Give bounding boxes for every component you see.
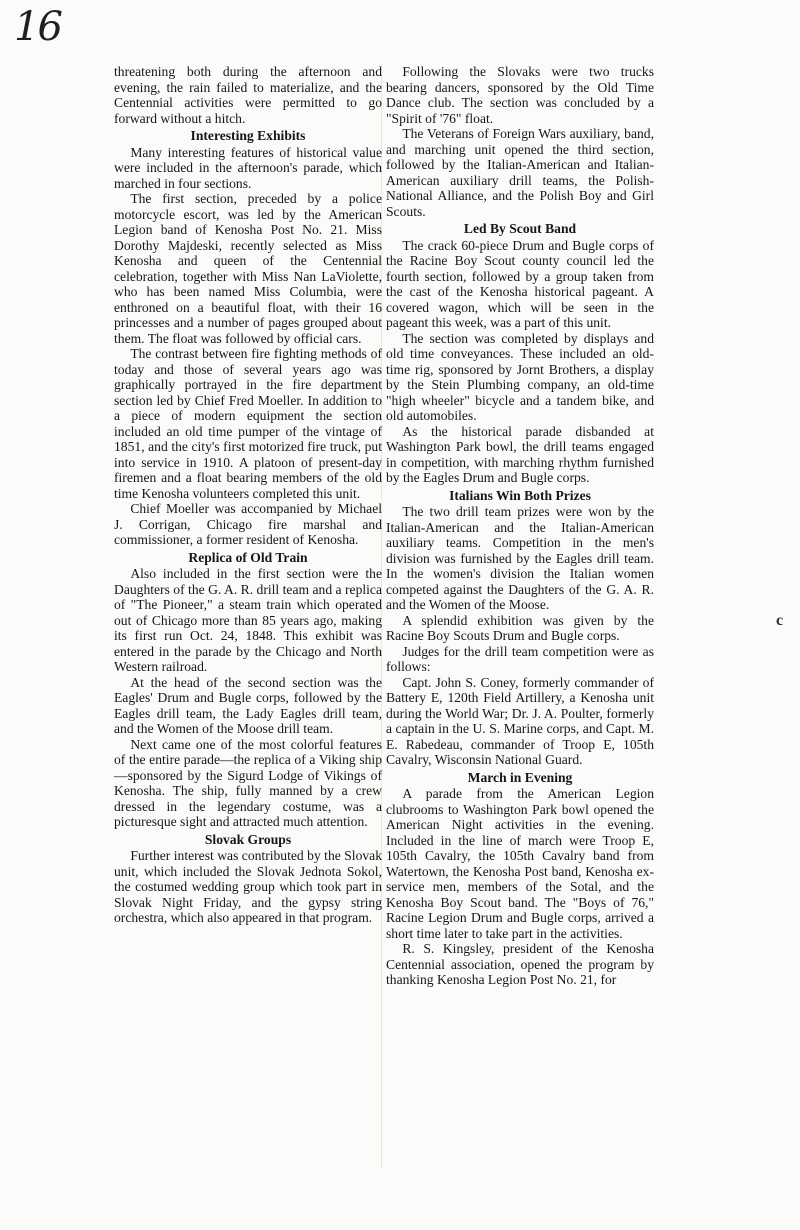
margin-mark: c: [776, 612, 784, 629]
paragraph: Further interest was contributed by the Slovak unit, which included the Slovak Jednota Sokol, the costumed wedding group which took part in Slovak Night Friday, and the gypsy string orchestra, which also appeared in that program.: [114, 848, 382, 925]
paragraph: Also included in the first section were the Daughters of the G. A. R. drill team and a replica of "The Pioneer," a steam train which operated out of Chicago more than 85 years ago, making its first run Oct. 24, 1848. This exhibit was entered in the parade by the Chicago and North Western railroad.: [114, 566, 382, 674]
right-column: [386, 64, 654, 988]
subheading: March in Evening: [467, 769, 573, 785]
subheading: Italians Win Both Prizes: [449, 487, 591, 503]
paragraph: The contrast between fire fighting methods of today and those of several years ago was graphically portrayed in the fire department section led by Chief Fred Moeller. In addition to a piece of modern equipment the section included an old time pumper of the vintage of 1851, and the city's first motorized fire truck, put into service in 1910. A platoon of present-day firemen and a float bearing members of the old time Kenosha volunteers completed this unit.: [114, 346, 382, 501]
subheading: Interesting Exhibits: [190, 128, 306, 143]
paragraph: Judges for the drill team competition were as follows:: [386, 643, 654, 674]
paragraph: The Veterans of Foreign Wars auxiliary, band, and marching unit opened the third section, followed by the Italian-American and Italian-American auxiliary drill teams, the Polish-National Alliance, and the Polish Boy and Girl Scouts.: [386, 126, 654, 219]
paragraph: Many interesting features of historical value were included in the afternoon's parade, which marched in four sections.: [114, 144, 382, 191]
subheading: Replica of Old Train: [188, 549, 308, 565]
paragraph: R. S. Kingsley, president of the Kenosha Centennial association, opened the program by thanking Kenosha Legion Post No. 21, for: [386, 941, 654, 987]
subheading: Led By Scout Band: [463, 221, 577, 236]
paragraph: The two drill team prizes were won by the Italian-American and the Italian-American auxiliary teams. Competition in the men's division was furnished by the Eagles drill team. In the women's division the Italian women competed against the Daughters of the G. A. R. and the Women of the Moose.: [386, 504, 654, 612]
paragraph: As the historical parade disbanded at Washington Park bowl, the drill teams engaged in competition, with marching rhythm furnished by the Eagles Drum and Bugle corps.: [386, 423, 654, 485]
paragraph: The first section, preceded by a police motorcycle escort, was led by the American Legion band of Kenosha Post No. 21. Miss Dorothy Majdeski, recently selected as Miss Kenosha and queen of the Centennial celebration, together with Miss Nan LaViolette, who has been named Miss Columbia, were enthroned on a beautiful float, with their 16 princesses and a number of pages grouped about them. The float was followed by official cars.: [114, 191, 382, 346]
paragraph: A splendid exhibition was given by the Racine Boy Scouts Drum and Bugle corps.: [386, 612, 654, 643]
paragraph: At the head of the second section was the Eagles' Drum and Bugle corps, followed by the Eagles drill team, the Lady Eagles drill team, and the Women of the Moose drill team.: [114, 674, 382, 736]
subheading: Slovak Groups: [204, 831, 292, 847]
paragraph: threatening both during the afternoon and evening, the rain failed to materialize, and the Centennial activities were permitted to go forward without a hitch.: [114, 64, 382, 126]
paragraph: The section was completed by displays and old time conveyances. These included an old-time rig, sponsored by Jornt Brothers, a display by the Stein Plumbing company, an old-time "high wheeler" bicycle and a tandem bike, and old automobiles.: [386, 330, 654, 423]
paragraph: The crack 60-piece Drum and Bugle corps of the Racine Boy Scout county council led the fourth section, followed by a group taken from the cast of the Kenosha historical pageant. A covered wagon, which will be seen in the pageant this week, was a part of this unit.: [386, 237, 654, 330]
page-number: 16: [14, 4, 61, 50]
left-column: [114, 64, 382, 926]
paragraph: Following the Slovaks were two trucks bearing dancers, sponsored by the Old Time Dance club. The section was concluded by a "Spirit of '76" float.: [386, 64, 654, 126]
paragraph: Chief Moeller was accompanied by Michael J. Corrigan, Chicago fire marshal and commissioner, a former resident of Kenosha.: [114, 501, 382, 547]
paragraph: A parade from the American Legion clubrooms to Washington Park bowl opened the American Night activities in the evening. Included in the line of march were Troop E, 105th Cavalry, the 105th Cavalry band from Watertown, the Kenosha Post band, Kenosha ex-service men, members of the Sotal, and the Kenosha Boy Scout band. The "Boys of 76," Racine Legion Drum and Bugle corps, arrived a short time later to take part in the activities.: [386, 786, 654, 941]
paragraph: Next came one of the most colorful features of the entire parade—the replica of a Viking ship—sponsored by the Sigurd Lodge of Vikings of Kenosha. The ship, fully manned by a crew dressed in the legendary costume, was a picturesque sight and attracted much attention.: [114, 736, 382, 829]
paragraph: Capt. John S. Coney, formerly commander of Battery E, 120th Field Artillery, a Kenosha unit during the World War; Dr. J. A. Poulter, formerly a captain in the U. S. Marine corps, and Capt. M. E. Rabedeau, commander of Troop E, 105th Cavalry, Wisconsin National Guard.: [386, 674, 654, 767]
